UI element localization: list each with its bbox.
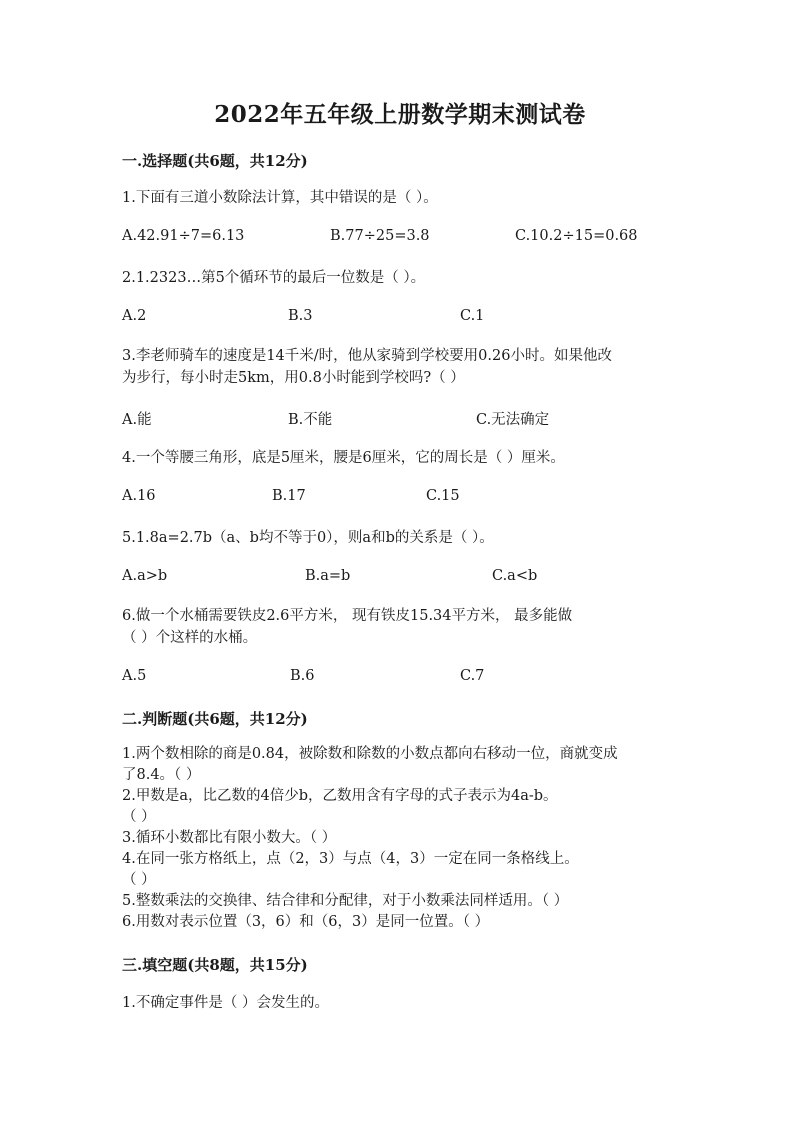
section-heading-fill-blank: 三.填空题(共8题，共15分) <box>122 956 308 974</box>
judgement-line: 1.两个数相除的商是0.84，被除数和除数的小数点都向右移动一位，商就变成 <box>122 746 618 762</box>
question-1-text: 1.下面有三道小数除法计算，其中错误的是（ ）。 <box>122 190 438 206</box>
question-4-text: 4.一个等腰三角形，底是5厘米，腰是6厘米，它的周长是（ ）厘米。 <box>122 450 565 466</box>
question-2-option-a: A.2 <box>122 308 147 324</box>
judgement-line: 4.在同一张方格纸上，点（2，3）与点（4，3）一定在同一条格线上。 <box>122 851 579 867</box>
question-2-option-b: B.3 <box>288 308 313 324</box>
question-5-option-a: A.a>b <box>122 568 168 584</box>
fill-blank-question-1: 1.不确定事件是（ ）会发生的。 <box>122 995 329 1011</box>
judgement-line: （ ） <box>122 809 156 825</box>
page-title: 2022年五年级上册数学期末测试卷 <box>214 101 586 128</box>
question-6-option-c: C.7 <box>460 668 485 684</box>
question-1-option-b: B.77÷25=3.8 <box>330 228 430 244</box>
question-3-option-b: B.不能 <box>288 412 333 428</box>
question-2-text: 2.1.2323…第5个循环节的最后一位数是（ ）。 <box>122 270 426 286</box>
judgement-line: 2.甲数是a，比乙数的4倍少b，乙数用含有字母的式子表示为4a-b。 <box>122 788 558 804</box>
question-3-option-a: A.能 <box>122 412 152 428</box>
question-3-line-2: 为步行，每小时走5km，用0.8小时能到学校吗?（ ） <box>122 370 465 386</box>
question-5-option-c: C.a<b <box>492 568 538 584</box>
question-6-line-2: （ ）个这样的水桶。 <box>122 630 258 646</box>
question-4-option-c: C.15 <box>426 488 460 504</box>
question-4-option-b: B.17 <box>272 488 306 504</box>
question-4-option-a: A.16 <box>122 488 156 504</box>
question-5-option-b: B.a=b <box>305 568 351 584</box>
section-heading-choice: 一.选择题(共6题，共12分) <box>122 152 308 170</box>
judgement-line: 5.整数乘法的交换律、结合律和分配律，对于小数乘法同样适用。（ ） <box>122 893 569 909</box>
question-6-line-1: 6.做一个水桶需要铁皮2.6平方米， 现有铁皮15.34平方米， 最多能做 <box>122 608 573 624</box>
judgement-line: 了8.4。（ ） <box>122 767 201 783</box>
question-5-text: 5.1.8a=2.7b（a、b均不等于0），则a和b的关系是（ ）。 <box>122 530 494 546</box>
question-6-option-a: A.5 <box>122 668 147 684</box>
question-3-line-1: 3.李老师骑车的速度是14千米/时，他从家骑到学校要用0.26小时。如果他改 <box>122 348 612 364</box>
question-1-option-c: C.10.2÷15=0.68 <box>515 228 638 244</box>
judgement-line: 3.循环小数都比有限小数大。（ ） <box>122 830 337 846</box>
judgement-line: 6.用数对表示位置（3，6）和（6，3）是同一位置。（ ） <box>122 914 490 930</box>
question-2-option-c: C.1 <box>460 308 485 324</box>
judgement-line: （ ） <box>122 872 156 888</box>
question-6-option-b: B.6 <box>290 668 315 684</box>
question-3-option-c: C.无法确定 <box>476 412 550 428</box>
section-heading-judgement: 二.判断题(共6题，共12分) <box>122 710 308 728</box>
question-1-option-a: A.42.91÷7=6.13 <box>122 228 245 244</box>
